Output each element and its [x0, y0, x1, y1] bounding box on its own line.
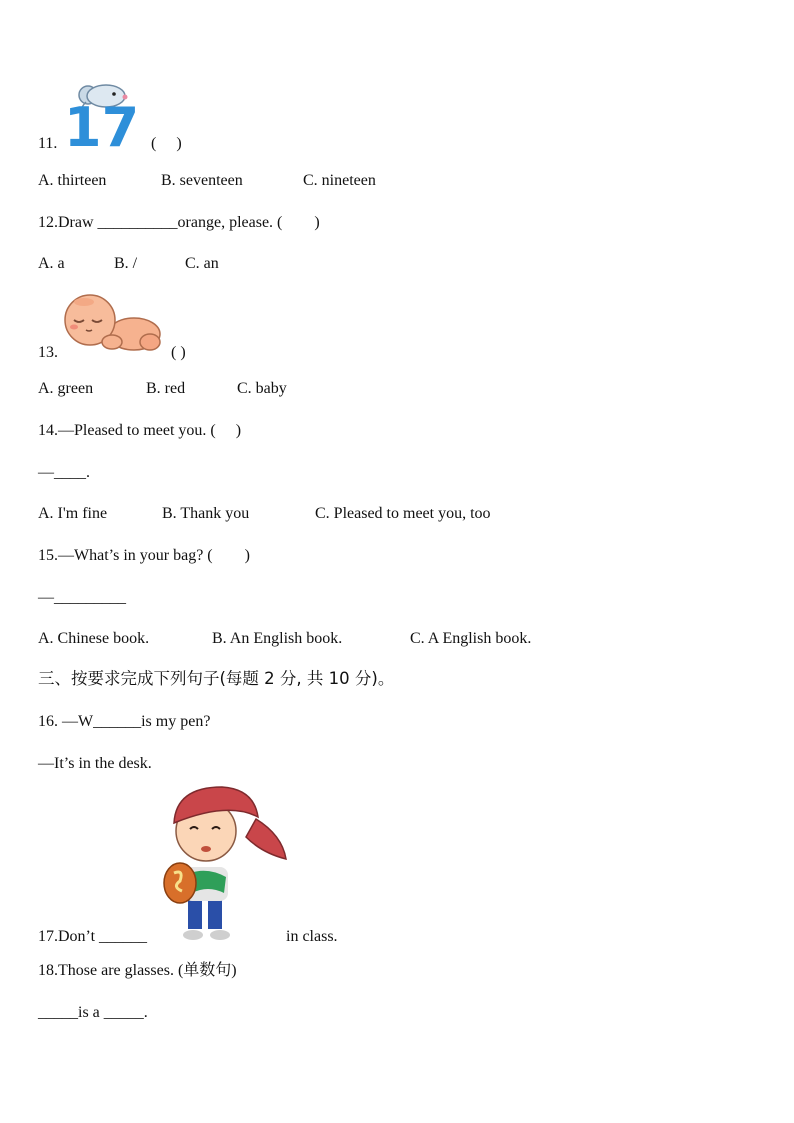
q17-question-end: in class. — [286, 928, 338, 945]
q14-answer-line: —____. — [38, 464, 90, 481]
q13-option-b: B. red — [146, 380, 186, 397]
q16-answer-line: —It’s in the desk. — [38, 755, 152, 772]
q14-option-c: C. Pleased to meet you, too — [315, 505, 491, 522]
section-3-heading: 三、按要求完成下列句子(每题 2 分, 共 10 分)。 — [38, 669, 395, 688]
q15-answer-line: —_________ — [38, 589, 126, 606]
q14-option-b: B. Thank you — [162, 505, 250, 522]
q14-option-a: A. I'm fine — [38, 505, 108, 522]
q11-option-b: B. seventeen — [161, 172, 243, 189]
q15-option-b: B. An English book. — [212, 630, 343, 647]
boy-eating-image — [160, 783, 290, 943]
q16-question: 16. —W______is my pen? — [38, 713, 211, 730]
q18-question: 18.Those are glasses. (单数句) — [38, 962, 237, 979]
q11-number: 11. — [38, 135, 58, 152]
q12-option-c: C. an — [185, 255, 219, 272]
q17-question-start: 17.Don’t ______ — [38, 928, 148, 945]
q12-option-b: B. / — [114, 255, 138, 272]
q12-option-a: A. a — [38, 255, 65, 272]
q13-option-c: C. baby — [237, 380, 287, 397]
number-17-text: 17 — [64, 96, 140, 150]
q11-option-c: C. nineteen — [303, 172, 376, 189]
sleeping-baby-image — [60, 292, 164, 358]
q13-option-a: A. green — [38, 380, 94, 397]
q13-number: 13. — [38, 344, 58, 361]
q15-option-c: C. A English book. — [410, 630, 532, 647]
q11-option-a: A. thirteen — [38, 172, 107, 189]
q11-answer-blank: ( ) — [151, 135, 182, 152]
number-17-mouse-image — [62, 80, 144, 150]
q18-answer-line: _____is a _____. — [38, 1004, 148, 1021]
q14-question: 14.—Pleased to meet you. ( ) — [38, 422, 242, 439]
q15-question: 15.—What’s in your bag? ( ) — [38, 547, 250, 564]
q13-answer-blank: ( ) — [171, 344, 186, 361]
q15-option-a: A. Chinese book. — [38, 630, 150, 647]
q12-question: 12.Draw __________orange, please. ( ) — [38, 214, 320, 231]
